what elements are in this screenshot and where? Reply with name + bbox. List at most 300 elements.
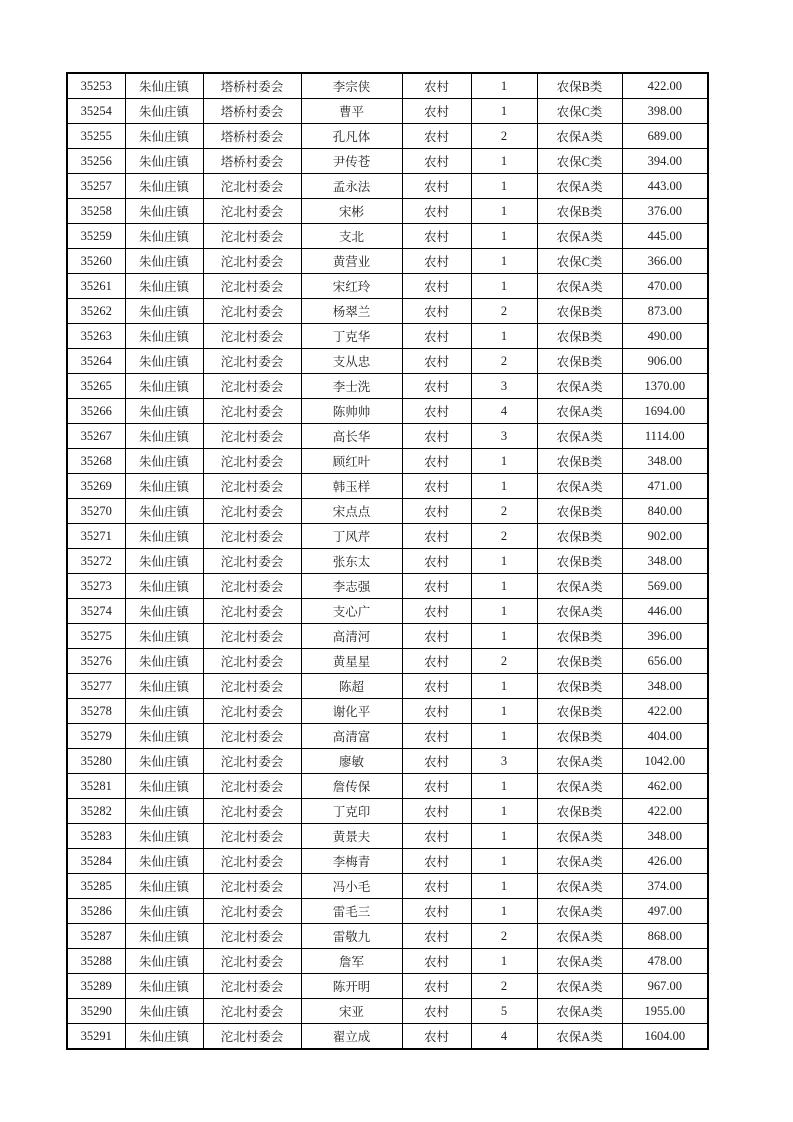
cell-person-count: 1 xyxy=(471,949,537,974)
cell-village-committee: 塔桥村委会 xyxy=(203,124,301,149)
cell-household-type: 农村 xyxy=(402,549,471,574)
cell-insurance-category: 农保A类 xyxy=(537,474,622,499)
cell-town: 朱仙庄镇 xyxy=(125,299,203,324)
table-row xyxy=(67,374,708,399)
cell-town: 朱仙庄镇 xyxy=(125,73,203,99)
cell-town: 朱仙庄镇 xyxy=(125,724,203,749)
cell-person-count: 1 xyxy=(471,574,537,599)
cell-insurance-category: 农保C类 xyxy=(537,149,622,174)
cell-household-type: 农村 xyxy=(402,399,471,424)
cell-person-name: 曹平 xyxy=(301,99,402,124)
cell-person-count: 2 xyxy=(471,499,537,524)
cell-household-type: 农村 xyxy=(402,149,471,174)
cell-town: 朱仙庄镇 xyxy=(125,149,203,174)
cell-household-type: 农村 xyxy=(402,899,471,924)
cell-person-name: 丁克印 xyxy=(301,799,402,824)
cell-serial-number: 35264 xyxy=(67,349,125,374)
cell-person-name: 尹传苍 xyxy=(301,149,402,174)
cell-person-count: 4 xyxy=(471,399,537,424)
cell-town: 朱仙庄镇 xyxy=(125,199,203,224)
cell-town: 朱仙庄镇 xyxy=(125,124,203,149)
cell-insurance-category: 农保B类 xyxy=(537,674,622,699)
cell-village-committee: 沱北村委会 xyxy=(203,749,301,774)
cell-serial-number: 35276 xyxy=(67,649,125,674)
cell-household-type: 农村 xyxy=(402,749,471,774)
cell-village-committee: 沱北村委会 xyxy=(203,199,301,224)
cell-household-type: 农村 xyxy=(402,824,471,849)
cell-person-name: 雷敬九 xyxy=(301,924,402,949)
cell-person-name: 谢化平 xyxy=(301,699,402,724)
cell-serial-number: 35270 xyxy=(67,499,125,524)
cell-household-type: 农村 xyxy=(402,599,471,624)
cell-amount: 396.00 xyxy=(622,624,708,649)
cell-household-type: 农村 xyxy=(402,724,471,749)
cell-insurance-category: 农保A类 xyxy=(537,399,622,424)
cell-person-count: 5 xyxy=(471,999,537,1024)
cell-insurance-category: 农保B类 xyxy=(537,499,622,524)
cell-amount: 443.00 xyxy=(622,174,708,199)
cell-household-type: 农村 xyxy=(402,374,471,399)
cell-insurance-category: 农保A类 xyxy=(537,899,622,924)
cell-person-count: 2 xyxy=(471,349,537,374)
cell-household-type: 农村 xyxy=(402,624,471,649)
table-row xyxy=(67,874,708,899)
cell-amount: 1114.00 xyxy=(622,424,708,449)
cell-amount: 445.00 xyxy=(622,224,708,249)
cell-serial-number: 35287 xyxy=(67,924,125,949)
cell-amount: 902.00 xyxy=(622,524,708,549)
cell-household-type: 农村 xyxy=(402,799,471,824)
cell-person-name: 李士洗 xyxy=(301,374,402,399)
cell-person-name: 李志强 xyxy=(301,574,402,599)
cell-serial-number: 35261 xyxy=(67,274,125,299)
cell-person-name: 宋亚 xyxy=(301,999,402,1024)
cell-serial-number: 35273 xyxy=(67,574,125,599)
cell-person-count: 3 xyxy=(471,374,537,399)
cell-person-count: 2 xyxy=(471,299,537,324)
cell-person-count: 2 xyxy=(471,649,537,674)
cell-serial-number: 35279 xyxy=(67,724,125,749)
cell-person-count: 1 xyxy=(471,249,537,274)
cell-person-count: 1 xyxy=(471,774,537,799)
cell-village-committee: 沱北村委会 xyxy=(203,424,301,449)
cell-household-type: 农村 xyxy=(402,849,471,874)
cell-amount: 374.00 xyxy=(622,874,708,899)
cell-household-type: 农村 xyxy=(402,924,471,949)
cell-insurance-category: 农保B类 xyxy=(537,549,622,574)
cell-village-committee: 塔桥村委会 xyxy=(203,99,301,124)
cell-insurance-category: 农保B类 xyxy=(537,799,622,824)
table-row xyxy=(67,424,708,449)
cell-person-count: 1 xyxy=(471,874,537,899)
cell-person-count: 1 xyxy=(471,899,537,924)
cell-amount: 1604.00 xyxy=(622,1024,708,1050)
table-row xyxy=(67,1024,708,1050)
cell-insurance-category: 农保A类 xyxy=(537,774,622,799)
cell-village-committee: 沱北村委会 xyxy=(203,799,301,824)
cell-person-count: 1 xyxy=(471,624,537,649)
cell-amount: 422.00 xyxy=(622,73,708,99)
cell-household-type: 农村 xyxy=(402,499,471,524)
cell-insurance-category: 农保B类 xyxy=(537,73,622,99)
table-row xyxy=(67,924,708,949)
cell-town: 朱仙庄镇 xyxy=(125,624,203,649)
cell-amount: 1955.00 xyxy=(622,999,708,1024)
cell-amount: 967.00 xyxy=(622,974,708,999)
table-row xyxy=(67,574,708,599)
cell-serial-number: 35263 xyxy=(67,324,125,349)
cell-town: 朱仙庄镇 xyxy=(125,899,203,924)
cell-person-count: 1 xyxy=(471,474,537,499)
table-row xyxy=(67,124,708,149)
table-row xyxy=(67,274,708,299)
cell-village-committee: 沱北村委会 xyxy=(203,574,301,599)
cell-village-committee: 沱北村委会 xyxy=(203,724,301,749)
cell-household-type: 农村 xyxy=(402,249,471,274)
cell-amount: 366.00 xyxy=(622,249,708,274)
cell-serial-number: 35274 xyxy=(67,599,125,624)
cell-household-type: 农村 xyxy=(402,674,471,699)
cell-household-type: 农村 xyxy=(402,974,471,999)
cell-insurance-category: 农保B类 xyxy=(537,449,622,474)
cell-serial-number: 35275 xyxy=(67,624,125,649)
cell-insurance-category: 农保B类 xyxy=(537,624,622,649)
cell-town: 朱仙庄镇 xyxy=(125,274,203,299)
table-row xyxy=(67,674,708,699)
table-row xyxy=(67,349,708,374)
records-table-body xyxy=(67,73,708,1049)
cell-amount: 422.00 xyxy=(622,799,708,824)
cell-serial-number: 35254 xyxy=(67,99,125,124)
cell-insurance-category: 农保A类 xyxy=(537,949,622,974)
cell-person-name: 陈超 xyxy=(301,674,402,699)
cell-household-type: 农村 xyxy=(402,224,471,249)
cell-person-name: 高清富 xyxy=(301,724,402,749)
cell-amount: 376.00 xyxy=(622,199,708,224)
cell-person-count: 1 xyxy=(471,599,537,624)
table-row xyxy=(67,524,708,549)
cell-insurance-category: 农保A类 xyxy=(537,374,622,399)
cell-village-committee: 沱北村委会 xyxy=(203,399,301,424)
cell-amount: 398.00 xyxy=(622,99,708,124)
cell-village-committee: 沱北村委会 xyxy=(203,1024,301,1050)
cell-household-type: 农村 xyxy=(402,449,471,474)
cell-serial-number: 35265 xyxy=(67,374,125,399)
cell-insurance-category: 农保B类 xyxy=(537,649,622,674)
cell-person-name: 翟立成 xyxy=(301,1024,402,1050)
cell-amount: 348.00 xyxy=(622,449,708,474)
cell-person-name: 黄星星 xyxy=(301,649,402,674)
cell-person-count: 1 xyxy=(471,824,537,849)
cell-person-count: 3 xyxy=(471,424,537,449)
cell-person-name: 黄营业 xyxy=(301,249,402,274)
table-row xyxy=(67,749,708,774)
cell-insurance-category: 农保A类 xyxy=(537,274,622,299)
cell-town: 朱仙庄镇 xyxy=(125,474,203,499)
cell-town: 朱仙庄镇 xyxy=(125,974,203,999)
cell-person-count: 2 xyxy=(471,974,537,999)
table-row xyxy=(67,999,708,1024)
table-row xyxy=(67,499,708,524)
cell-person-name: 李梅青 xyxy=(301,849,402,874)
cell-serial-number: 35260 xyxy=(67,249,125,274)
cell-insurance-category: 农保A类 xyxy=(537,174,622,199)
cell-serial-number: 35256 xyxy=(67,149,125,174)
cell-serial-number: 35290 xyxy=(67,999,125,1024)
cell-insurance-category: 农保A类 xyxy=(537,849,622,874)
cell-town: 朱仙庄镇 xyxy=(125,824,203,849)
cell-town: 朱仙庄镇 xyxy=(125,774,203,799)
cell-town: 朱仙庄镇 xyxy=(125,374,203,399)
cell-insurance-category: 农保B类 xyxy=(537,349,622,374)
cell-serial-number: 35282 xyxy=(67,799,125,824)
cell-town: 朱仙庄镇 xyxy=(125,799,203,824)
cell-person-name: 顾红叶 xyxy=(301,449,402,474)
cell-person-name: 孔凡体 xyxy=(301,124,402,149)
table-row xyxy=(67,449,708,474)
cell-amount: 471.00 xyxy=(622,474,708,499)
cell-household-type: 农村 xyxy=(402,324,471,349)
cell-village-committee: 沱北村委会 xyxy=(203,624,301,649)
cell-serial-number: 35259 xyxy=(67,224,125,249)
cell-village-committee: 沱北村委会 xyxy=(203,474,301,499)
cell-town: 朱仙庄镇 xyxy=(125,224,203,249)
cell-household-type: 农村 xyxy=(402,699,471,724)
cell-insurance-category: 农保A类 xyxy=(537,824,622,849)
cell-village-committee: 沱北村委会 xyxy=(203,499,301,524)
cell-serial-number: 35288 xyxy=(67,949,125,974)
cell-household-type: 农村 xyxy=(402,99,471,124)
table-row xyxy=(67,474,708,499)
cell-person-name: 支从忠 xyxy=(301,349,402,374)
cell-person-name: 张东太 xyxy=(301,549,402,574)
cell-village-committee: 塔桥村委会 xyxy=(203,149,301,174)
cell-village-committee: 沱北村委会 xyxy=(203,224,301,249)
cell-household-type: 农村 xyxy=(402,1024,471,1050)
cell-amount: 656.00 xyxy=(622,649,708,674)
cell-person-name: 詹传保 xyxy=(301,774,402,799)
cell-amount: 446.00 xyxy=(622,599,708,624)
cell-village-committee: 塔桥村委会 xyxy=(203,73,301,99)
cell-insurance-category: 农保A类 xyxy=(537,124,622,149)
cell-household-type: 农村 xyxy=(402,999,471,1024)
cell-insurance-category: 农保A类 xyxy=(537,999,622,1024)
cell-village-committee: 沱北村委会 xyxy=(203,524,301,549)
cell-village-committee: 沱北村委会 xyxy=(203,449,301,474)
cell-town: 朱仙庄镇 xyxy=(125,524,203,549)
cell-village-committee: 沱北村委会 xyxy=(203,924,301,949)
cell-village-committee: 沱北村委会 xyxy=(203,874,301,899)
cell-household-type: 农村 xyxy=(402,424,471,449)
cell-village-committee: 沱北村委会 xyxy=(203,899,301,924)
cell-insurance-category: 农保B类 xyxy=(537,724,622,749)
table-row xyxy=(67,774,708,799)
cell-insurance-category: 农保A类 xyxy=(537,749,622,774)
cell-household-type: 农村 xyxy=(402,199,471,224)
table-row xyxy=(67,599,708,624)
cell-town: 朱仙庄镇 xyxy=(125,674,203,699)
cell-town: 朱仙庄镇 xyxy=(125,949,203,974)
table-row xyxy=(67,699,708,724)
cell-household-type: 农村 xyxy=(402,574,471,599)
cell-person-name: 支北 xyxy=(301,224,402,249)
cell-person-count: 1 xyxy=(471,99,537,124)
cell-person-count: 4 xyxy=(471,1024,537,1050)
cell-village-committee: 沱北村委会 xyxy=(203,999,301,1024)
cell-town: 朱仙庄镇 xyxy=(125,99,203,124)
cell-person-count: 1 xyxy=(471,149,537,174)
cell-town: 朱仙庄镇 xyxy=(125,1024,203,1050)
table-row xyxy=(67,299,708,324)
cell-person-count: 2 xyxy=(471,524,537,549)
cell-village-committee: 沱北村委会 xyxy=(203,174,301,199)
cell-serial-number: 35258 xyxy=(67,199,125,224)
table-row xyxy=(67,724,708,749)
cell-person-name: 丁风芹 xyxy=(301,524,402,549)
cell-amount: 470.00 xyxy=(622,274,708,299)
cell-person-count: 1 xyxy=(471,324,537,349)
table-row xyxy=(67,899,708,924)
cell-serial-number: 35291 xyxy=(67,1024,125,1050)
table-row xyxy=(67,199,708,224)
cell-town: 朱仙庄镇 xyxy=(125,349,203,374)
table-row xyxy=(67,949,708,974)
cell-town: 朱仙庄镇 xyxy=(125,849,203,874)
cell-town: 朱仙庄镇 xyxy=(125,174,203,199)
cell-household-type: 农村 xyxy=(402,649,471,674)
cell-person-name: 韩玉样 xyxy=(301,474,402,499)
cell-amount: 1370.00 xyxy=(622,374,708,399)
cell-household-type: 农村 xyxy=(402,73,471,99)
cell-town: 朱仙庄镇 xyxy=(125,324,203,349)
table-row xyxy=(67,824,708,849)
cell-household-type: 农村 xyxy=(402,474,471,499)
cell-insurance-category: 农保A类 xyxy=(537,874,622,899)
cell-person-count: 1 xyxy=(471,674,537,699)
cell-person-count: 1 xyxy=(471,73,537,99)
cell-person-count: 1 xyxy=(471,174,537,199)
cell-town: 朱仙庄镇 xyxy=(125,699,203,724)
cell-amount: 497.00 xyxy=(622,899,708,924)
cell-village-committee: 沱北村委会 xyxy=(203,549,301,574)
table-row xyxy=(67,99,708,124)
cell-insurance-category: 农保A类 xyxy=(537,424,622,449)
pension-roster-table xyxy=(66,72,709,1050)
cell-insurance-category: 农保B类 xyxy=(537,699,622,724)
cell-person-count: 1 xyxy=(471,199,537,224)
cell-serial-number: 35267 xyxy=(67,424,125,449)
cell-town: 朱仙庄镇 xyxy=(125,999,203,1024)
cell-town: 朱仙庄镇 xyxy=(125,424,203,449)
cell-person-name: 杨翠兰 xyxy=(301,299,402,324)
cell-town: 朱仙庄镇 xyxy=(125,449,203,474)
cell-insurance-category: 农保B类 xyxy=(537,299,622,324)
cell-insurance-category: 农保A类 xyxy=(537,574,622,599)
cell-village-committee: 沱北村委会 xyxy=(203,949,301,974)
table-row xyxy=(67,624,708,649)
cell-village-committee: 沱北村委会 xyxy=(203,674,301,699)
cell-insurance-category: 农保C类 xyxy=(537,99,622,124)
cell-amount: 689.00 xyxy=(622,124,708,149)
cell-insurance-category: 农保A类 xyxy=(537,224,622,249)
cell-person-count: 3 xyxy=(471,749,537,774)
cell-household-type: 农村 xyxy=(402,524,471,549)
cell-village-committee: 沱北村委会 xyxy=(203,274,301,299)
cell-insurance-category: 农保A类 xyxy=(537,599,622,624)
cell-person-count: 1 xyxy=(471,449,537,474)
cell-serial-number: 35257 xyxy=(67,174,125,199)
cell-amount: 394.00 xyxy=(622,149,708,174)
cell-household-type: 农村 xyxy=(402,299,471,324)
cell-amount: 462.00 xyxy=(622,774,708,799)
table-row xyxy=(67,174,708,199)
cell-serial-number: 35271 xyxy=(67,524,125,549)
cell-serial-number: 35281 xyxy=(67,774,125,799)
cell-person-name: 宋红玲 xyxy=(301,274,402,299)
cell-village-committee: 沱北村委会 xyxy=(203,774,301,799)
cell-person-count: 1 xyxy=(471,699,537,724)
cell-village-committee: 沱北村委会 xyxy=(203,324,301,349)
cell-person-count: 1 xyxy=(471,799,537,824)
cell-town: 朱仙庄镇 xyxy=(125,749,203,774)
cell-amount: 478.00 xyxy=(622,949,708,974)
cell-insurance-category: 农保A类 xyxy=(537,1024,622,1050)
table-row xyxy=(67,224,708,249)
cell-village-committee: 沱北村委会 xyxy=(203,249,301,274)
cell-village-committee: 沱北村委会 xyxy=(203,849,301,874)
cell-amount: 422.00 xyxy=(622,699,708,724)
table-row xyxy=(67,649,708,674)
cell-person-name: 宋彬 xyxy=(301,199,402,224)
cell-serial-number: 35285 xyxy=(67,874,125,899)
cell-insurance-category: 农保A类 xyxy=(537,974,622,999)
cell-person-count: 1 xyxy=(471,849,537,874)
cell-amount: 348.00 xyxy=(622,549,708,574)
cell-village-committee: 沱北村委会 xyxy=(203,349,301,374)
cell-serial-number: 35286 xyxy=(67,899,125,924)
cell-serial-number: 35269 xyxy=(67,474,125,499)
cell-amount: 873.00 xyxy=(622,299,708,324)
cell-person-name: 支心广 xyxy=(301,599,402,624)
cell-serial-number: 35262 xyxy=(67,299,125,324)
cell-village-committee: 沱北村委会 xyxy=(203,824,301,849)
cell-village-committee: 沱北村委会 xyxy=(203,299,301,324)
table-row xyxy=(67,73,708,99)
cell-household-type: 农村 xyxy=(402,124,471,149)
cell-serial-number: 35280 xyxy=(67,749,125,774)
cell-household-type: 农村 xyxy=(402,949,471,974)
cell-serial-number: 35277 xyxy=(67,674,125,699)
cell-amount: 1694.00 xyxy=(622,399,708,424)
cell-person-name: 廖敏 xyxy=(301,749,402,774)
cell-town: 朱仙庄镇 xyxy=(125,399,203,424)
cell-household-type: 农村 xyxy=(402,274,471,299)
table-row xyxy=(67,549,708,574)
cell-person-name: 陈开明 xyxy=(301,974,402,999)
cell-village-committee: 沱北村委会 xyxy=(203,699,301,724)
cell-serial-number: 35272 xyxy=(67,549,125,574)
cell-town: 朱仙庄镇 xyxy=(125,924,203,949)
cell-amount: 569.00 xyxy=(622,574,708,599)
cell-town: 朱仙庄镇 xyxy=(125,874,203,899)
cell-person-name: 陈帅帅 xyxy=(301,399,402,424)
cell-household-type: 农村 xyxy=(402,349,471,374)
cell-household-type: 农村 xyxy=(402,174,471,199)
cell-amount: 1042.00 xyxy=(622,749,708,774)
cell-serial-number: 35278 xyxy=(67,699,125,724)
table-row xyxy=(67,249,708,274)
cell-town: 朱仙庄镇 xyxy=(125,549,203,574)
